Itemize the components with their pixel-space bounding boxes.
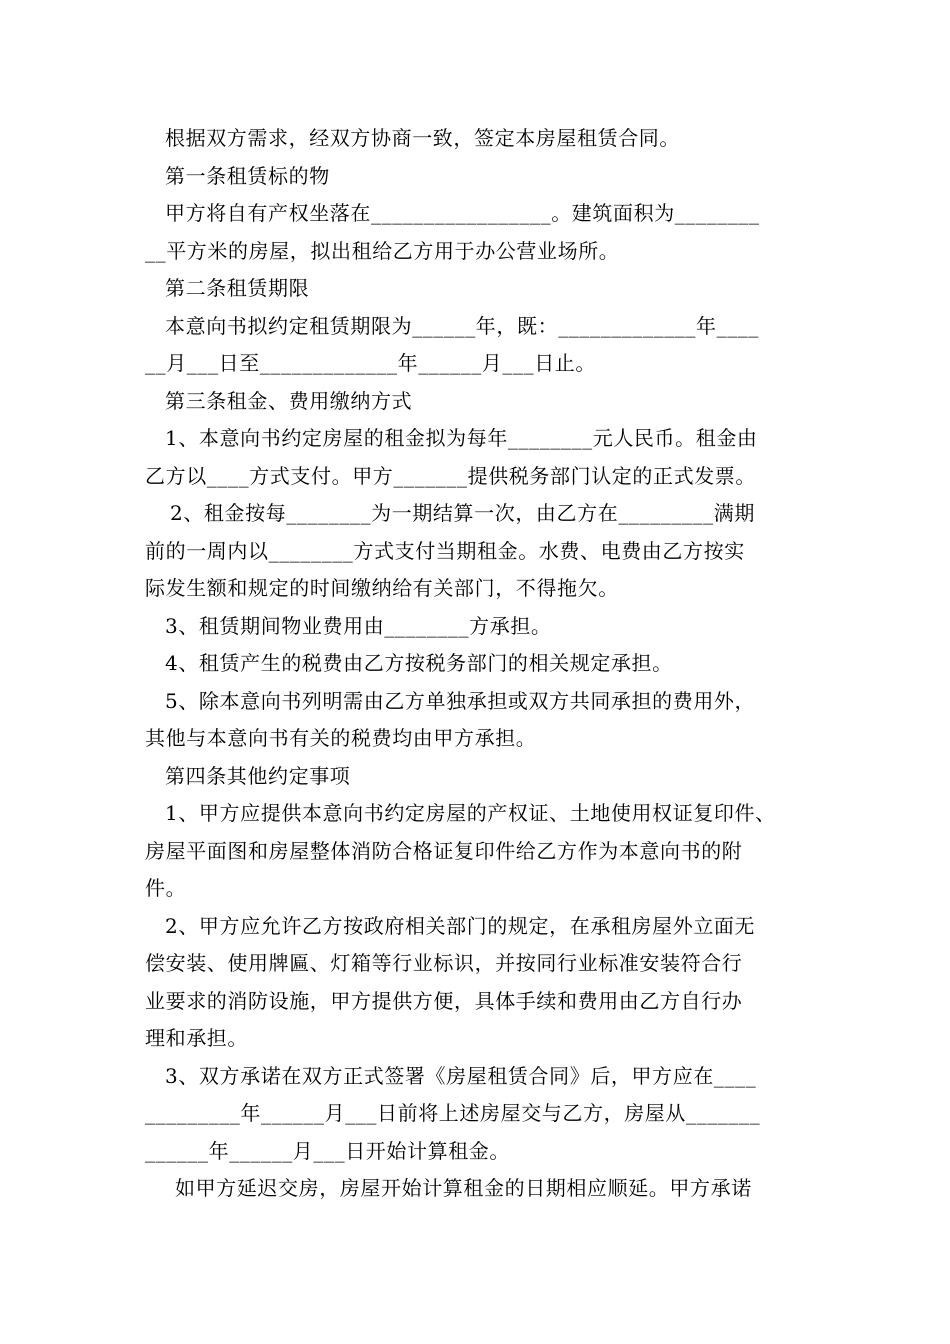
paragraph-line: 其他与本意向书有关的税费均由甲方承担。: [145, 726, 537, 750]
paragraph-line: 际发生额和规定的时间缴纳给有关部门，不得拖欠。: [145, 576, 619, 600]
paragraph-line: 业要求的消防设施，甲方提供方便，具体手续和费用由乙方自行办: [145, 988, 743, 1013]
paragraph-line: 2、租金按每________为一期结算一次，由乙方在_________满期: [170, 501, 755, 525]
paragraph-line: 如甲方延迟交房，房屋开始计算租金的日期相应顺延。甲方承诺: [175, 1176, 752, 1200]
paragraph-line: ______年______月___日开始计算租金。: [145, 1138, 510, 1163]
paragraph-line: 2、甲方应允许乙方按政府相关部门的规定，在承租房屋外立面无: [165, 913, 756, 938]
paragraph-line: __月___日至_____________年______月___日止。: [145, 351, 596, 375]
paragraph-line: 根据双方需求，经双方协商一致，签定本房屋租赁合同。: [165, 126, 680, 150]
paragraph-line: 3、租赁期间物业费用由________方承担。: [165, 613, 552, 638]
document-body: [145, 120, 825, 1208]
paragraph-line: 1、甲方应提供本意向书约定房屋的产权证、土地使用权证复印件、: [165, 801, 776, 825]
paragraph-line: 偿安装、使用牌匾、灯箱等行业标识，并按同行业标准安装符合行: [145, 951, 743, 975]
article-heading: 第四条其他约定事项: [165, 763, 351, 788]
paragraph-line: 1、本意向书约定房屋的租金拟为每年________元人民币。租金由: [165, 426, 758, 450]
paragraph-line: 5、除本意向书列明需由乙方单独承担或双方共同承担的费用外，: [165, 688, 756, 713]
paragraph-line: 房屋平面图和房屋整体消防合格证复印件给乙方作为本意向书的附: [145, 838, 743, 863]
paragraph-line: 4、租赁产生的税费由乙方按税务部门的相关规定承担。: [165, 651, 673, 675]
paragraph-line: 前的一周内以________方式支付当期租金。水费、电费由乙方按实: [145, 538, 745, 563]
paragraph-line: 本意向书拟约定租赁期限为______年，既：_____________年____: [165, 313, 759, 338]
paragraph-line: 理和承担。: [145, 1026, 248, 1050]
article-heading: 第二条租赁期限: [165, 276, 310, 300]
paragraph-line: __平方米的房屋，拟出租给乙方用于办公营业场所。: [145, 238, 620, 263]
article-heading: 第一条租赁标的物: [165, 163, 330, 188]
paragraph-line: _________年______月___日前将上述房屋交与乙方，房屋从_______: [145, 1101, 761, 1125]
paragraph-line: 件。: [145, 876, 187, 900]
paragraph-line: 乙方以____方式支付。甲方_______提供税务部门认定的正式发票。: [145, 463, 756, 488]
paragraph-line: 甲方将自有产权坐落在_________________。建筑面积为________: [165, 201, 760, 225]
paragraph-line: 3、双方承诺在双方正式签署《房屋租赁合同》后，甲方应在____: [165, 1063, 757, 1088]
article-heading: 第三条租金、费用缴纳方式: [165, 388, 413, 413]
